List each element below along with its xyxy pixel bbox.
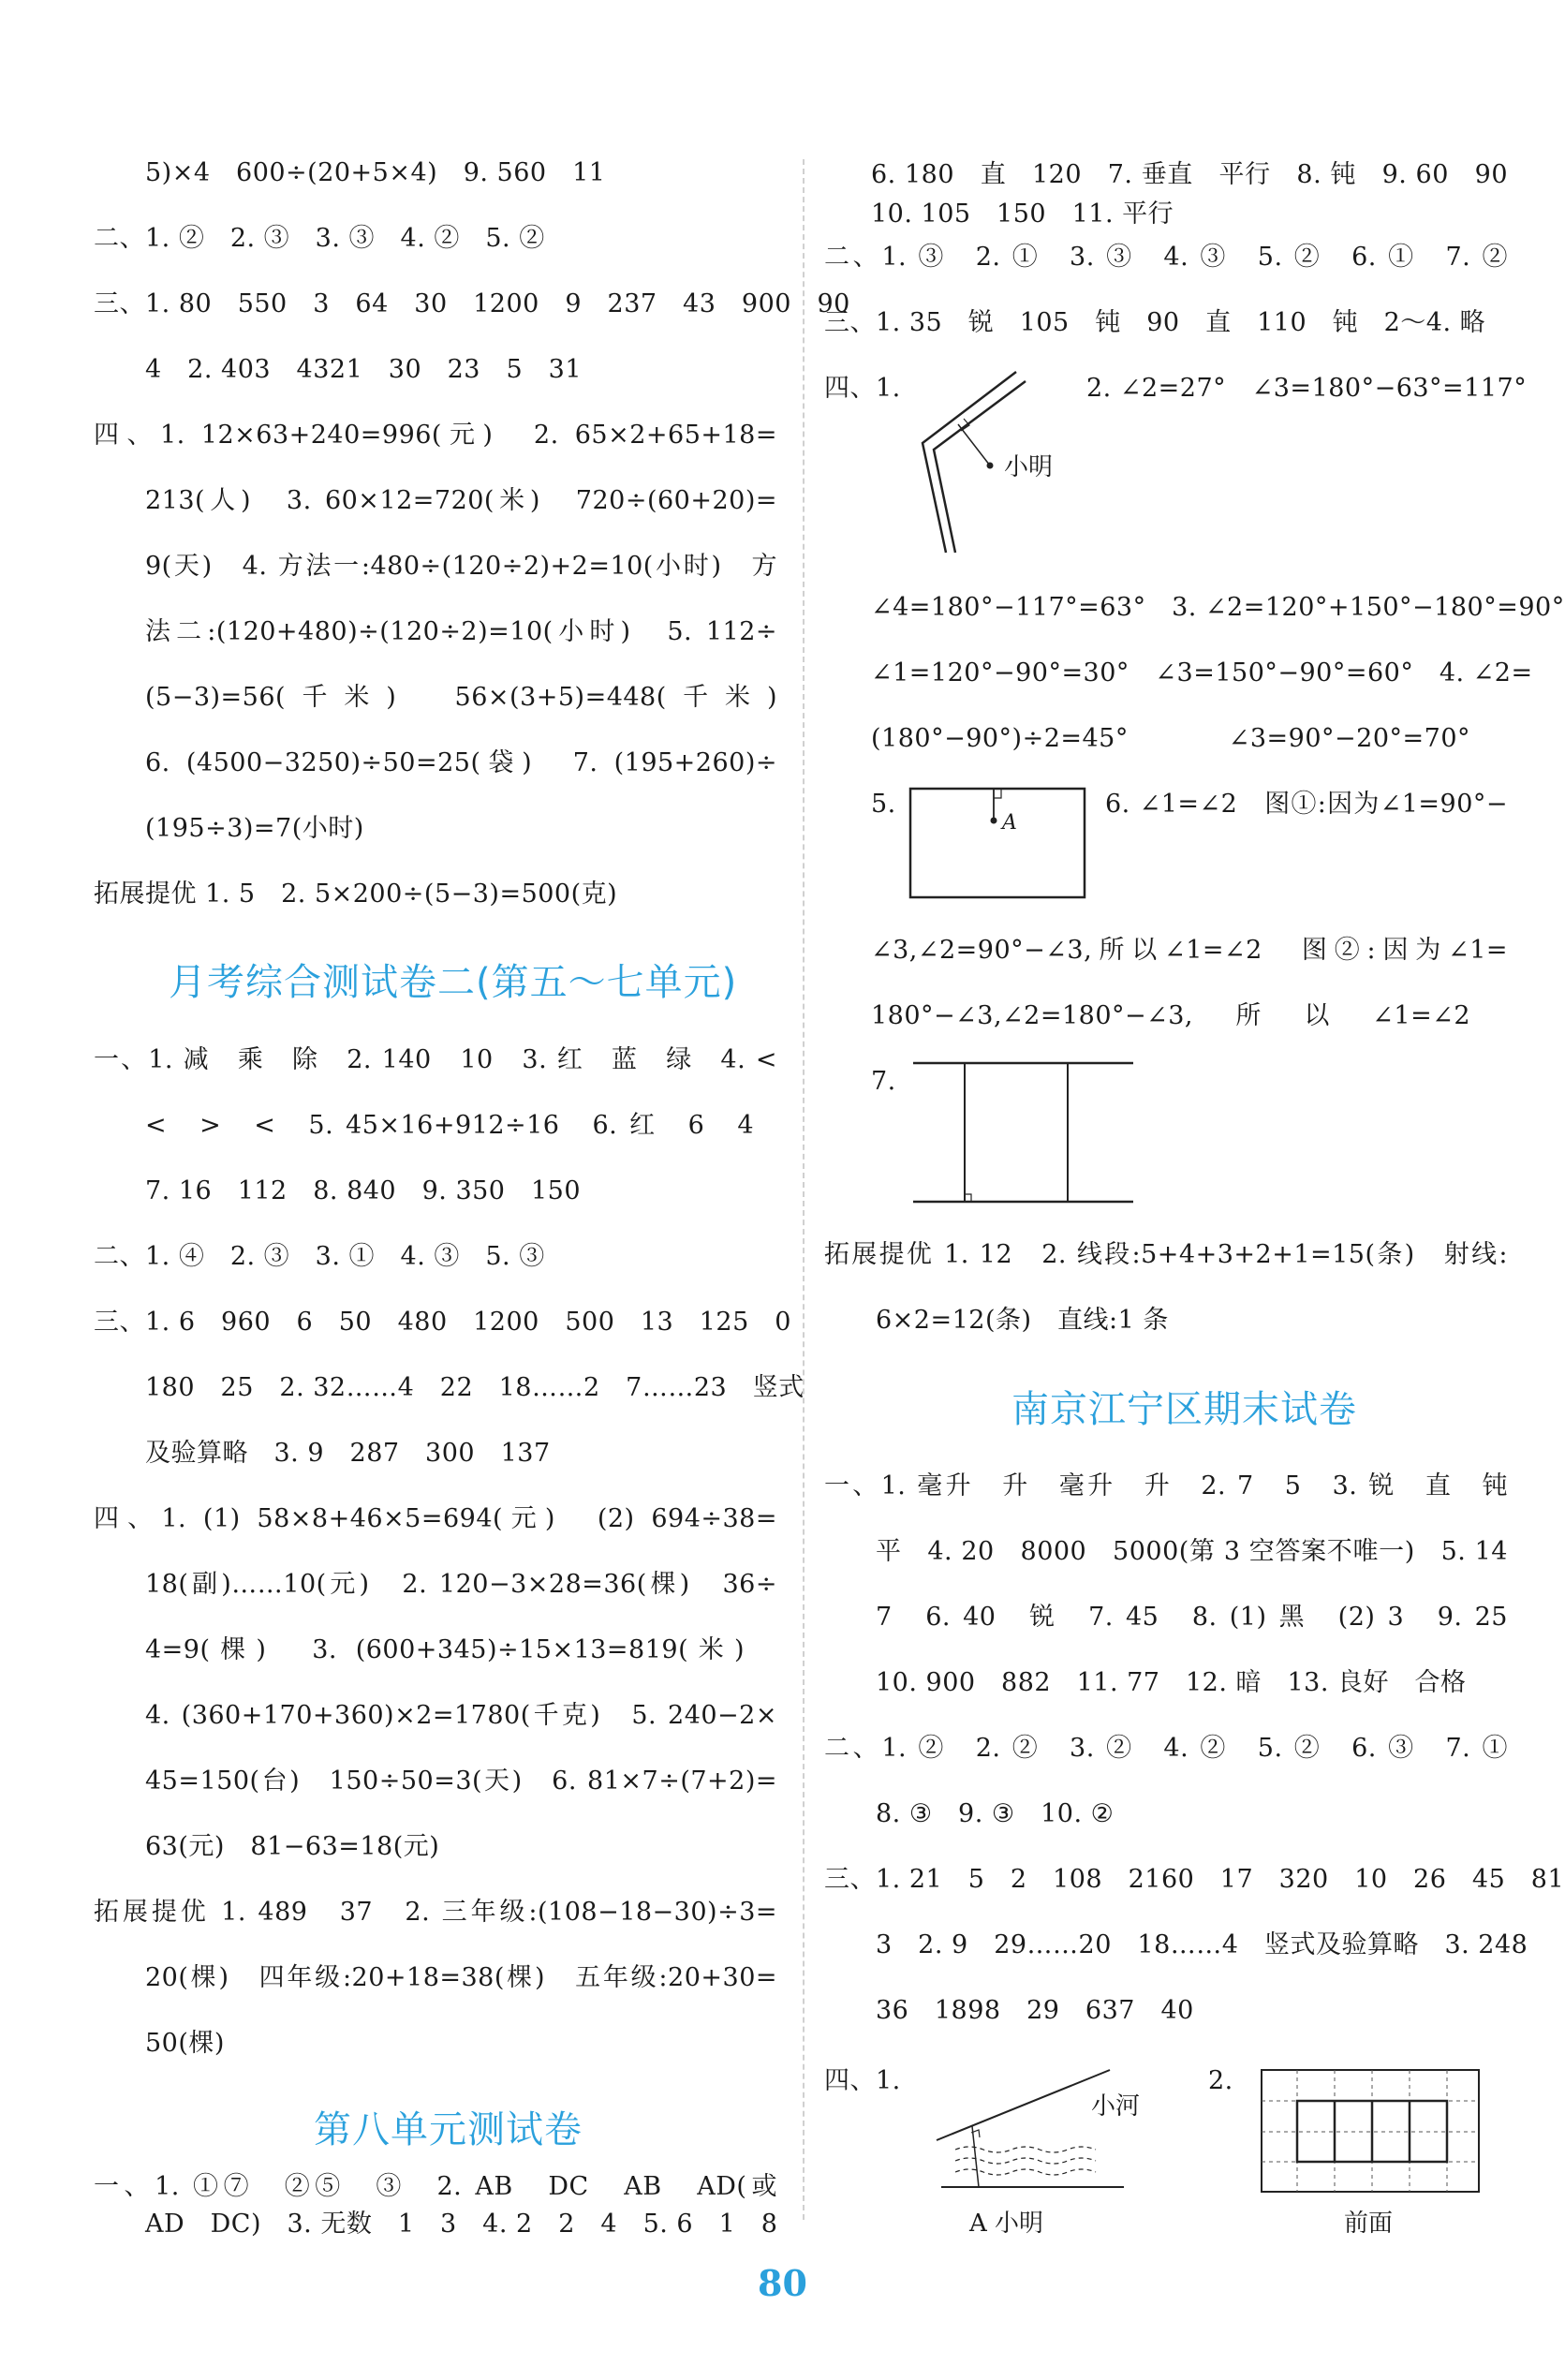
answer-line: 7. (871, 1067, 896, 1096)
answer-line: 二、1. ③ 2. ① 3. ③ 4. ③ 5. ② 6. ① 7. ② (824, 243, 1508, 272)
answer-line: 6×2=12(条) 直线:1 条 (876, 1306, 1169, 1335)
answer-line: 及验算略 3. 9 287 300 137 (145, 1439, 551, 1468)
answer-line: 四、1. (824, 2066, 901, 2095)
answer-line: 63(元) 81−63=18(元) (145, 1832, 440, 1861)
figure-label: 小河 (1091, 2092, 1141, 2121)
answer-line: 5. (871, 790, 896, 819)
figure-label: A (1002, 811, 1017, 835)
answer-line: 45=150(台) 150÷50=3(天) 6. 81×7÷(7+2)= (145, 1767, 777, 1796)
answer-line: 三、1. 21 5 2 108 2160 17 320 10 26 45 81 (824, 1865, 1565, 1894)
answer-line: 10. 105 150 11. 平行 (871, 200, 1174, 229)
answer-line: (195÷3)=7(小时) (145, 814, 364, 843)
answer-line: 4=9(棵) 3. (600+345)÷15×13=819(米) (145, 1635, 745, 1664)
rectangle-diagram (908, 787, 1096, 904)
answer-line: 平 4. 20 8000 5000(第 3 空答案不唯一) 5. 14 (876, 1537, 1508, 1566)
figure-label: 前面 (1344, 2210, 1394, 2238)
answer-line: 6. 180 直 120 7. 垂直 平行 8. 钝 9. 60 90 (871, 160, 1508, 189)
answer-line: 二、1. ② 2. ③ 3. ③ 4. ② 5. ② (94, 224, 545, 253)
answer-line: 180°−∠3,∠2=180°−∠3,所以∠1=∠2 (871, 1001, 1470, 1030)
answer-line: 4 2. 403 4321 30 23 5 31 (145, 355, 583, 384)
parallel-lines-diagram (913, 1058, 1138, 1208)
answer-line: 6. (4500−3250)÷50=25(袋) 7. (195+260)÷ (145, 748, 777, 777)
answer-line: 二、1. ④ 2. ③ 3. ① 4. ③ 5. ③ (94, 1242, 545, 1271)
answer-line: 36 1898 29 637 40 (876, 1996, 1194, 2025)
answer-line: 10. 900 882 11. 77 12. 暗 13. 良好 合格 (876, 1668, 1467, 1697)
answer-line: 7. 16 112 8. 840 9. 350 150 (145, 1176, 582, 1205)
section-title: 南京江宁区期末试卷 (1011, 1388, 1357, 1431)
answer-line: 一、1. 减 乘 除 2. 140 10 3. 红 蓝 绿 4. < (94, 1045, 777, 1074)
section-title: 第八单元测试卷 (314, 2108, 583, 2151)
answer-line: 三、1. 6 960 6 50 480 1200 500 13 125 0 (94, 1308, 791, 1337)
answer-line: 9(天) 4. 方法一:480÷(120÷2)+2=10(小时) 方 (145, 552, 777, 581)
answer-line: 2. (1208, 2066, 1233, 2095)
answer-line: ∠4=180°−117°=63° 3. ∠2=120°+150°−180°=90° (871, 593, 1565, 622)
answer-line: 四、1. (824, 374, 901, 403)
answer-line: 50(棵) (145, 2029, 225, 2058)
answer-line: (5−3)=56(千米) 56×(3+5)=448(千米) (145, 683, 777, 712)
answer-line: 5)×4 600÷(20+5×4) 9. 560 11 (145, 158, 606, 187)
answer-line: 拓展提优 1. 12 2. 线段:5+4+3+2+1=15(条) 射线: (824, 1240, 1508, 1269)
answer-line: 三、1. 80 550 3 64 30 1200 9 237 43 900 90 (94, 289, 850, 318)
answer-line: 7 6. 40 锐 7. 45 8. (1) 黑 (2) 3 9. 25 (876, 1603, 1508, 1632)
answer-line: ∠3,∠2=90°−∠3,所以∠1=∠2 图②:因为∠1= (871, 936, 1508, 965)
answer-line: 法二:(120+480)÷(120÷2)=10(小时) 5. 112÷ (145, 617, 777, 646)
answer-line: 三、1. 35 锐 105 钝 90 直 110 钝 2～4. 略 (824, 308, 1486, 337)
answer-line: 18(副)……10(元) 2. 120−3×28=36(棵) 36÷ (145, 1570, 777, 1599)
answer-line: < > < 5. 45×16+912÷16 6. 红 6 4 (145, 1111, 754, 1140)
answer-line: 6. ∠1=∠2 图①:因为∠1=90°− (1105, 790, 1508, 819)
answer-line: 4. (360+170+360)×2=1780(千克) 5. 240−2× (145, 1701, 777, 1730)
grid-diagram (1260, 2068, 1484, 2199)
answer-line: 拓展提优 1. 5 2. 5×200÷(5−3)=500(克) (94, 880, 618, 909)
answer-line: 拓展提优 1. 489 37 2. 三年级:(108−18−30)÷3= (94, 1898, 777, 1927)
answer-line: (180°−90°)÷2=45° ∠3=90°−20°=70° (871, 724, 1470, 753)
answer-line: ∠1=120°−90°=30° ∠3=150°−90°=60° 4. ∠2= (871, 658, 1533, 687)
answer-line: 213(人) 3. 60×12=720(米) 720÷(60+20)= (145, 486, 777, 515)
column-divider (803, 159, 805, 2220)
answer-line: 180 25 2. 32……4 22 18……2 7……23 竖式 (145, 1373, 805, 1402)
figure-label: A 小明 (969, 2210, 1044, 2238)
answer-line: 四、1. 12×63+240=996(元) 2. 65×2+65+18= (94, 421, 777, 450)
answer-line: 一、1. 毫升 升 毫升 升 2. 7 5 3. 锐 直 钝 (824, 1471, 1508, 1500)
page-number: 80 (758, 2262, 807, 2304)
answer-line: 8. ③ 9. ③ 10. ② (876, 1799, 1115, 1828)
section-title: 月考综合测试卷二(第五～七单元) (169, 961, 738, 1004)
answer-line: 20(棵) 四年级:20+18=38(棵) 五年级:20+30= (145, 1963, 777, 1992)
answer-line: AD DC) 3. 无数 1 3 4. 2 2 4 5. 6 1 8 (145, 2210, 778, 2239)
answer-line: 2. ∠2=27° ∠3=180°−63°=117° (1086, 374, 1528, 403)
answer-line: 3 2. 9 29……20 18……4 竖式及验算略 3. 248 (876, 1930, 1528, 1959)
answer-line: 四、1. (1) 58×8+46×5=694(元) (2) 694÷38= (94, 1504, 777, 1533)
answer-line: 二、1. ② 2. ② 3. ② 4. ② 5. ② 6. ③ 7. ① (824, 1734, 1508, 1763)
figure-label: 小明 (1004, 453, 1054, 481)
answer-line: 一、1. ①⑦ ②⑤ ③ 2. AB DC AB AD(或 (94, 2172, 777, 2201)
